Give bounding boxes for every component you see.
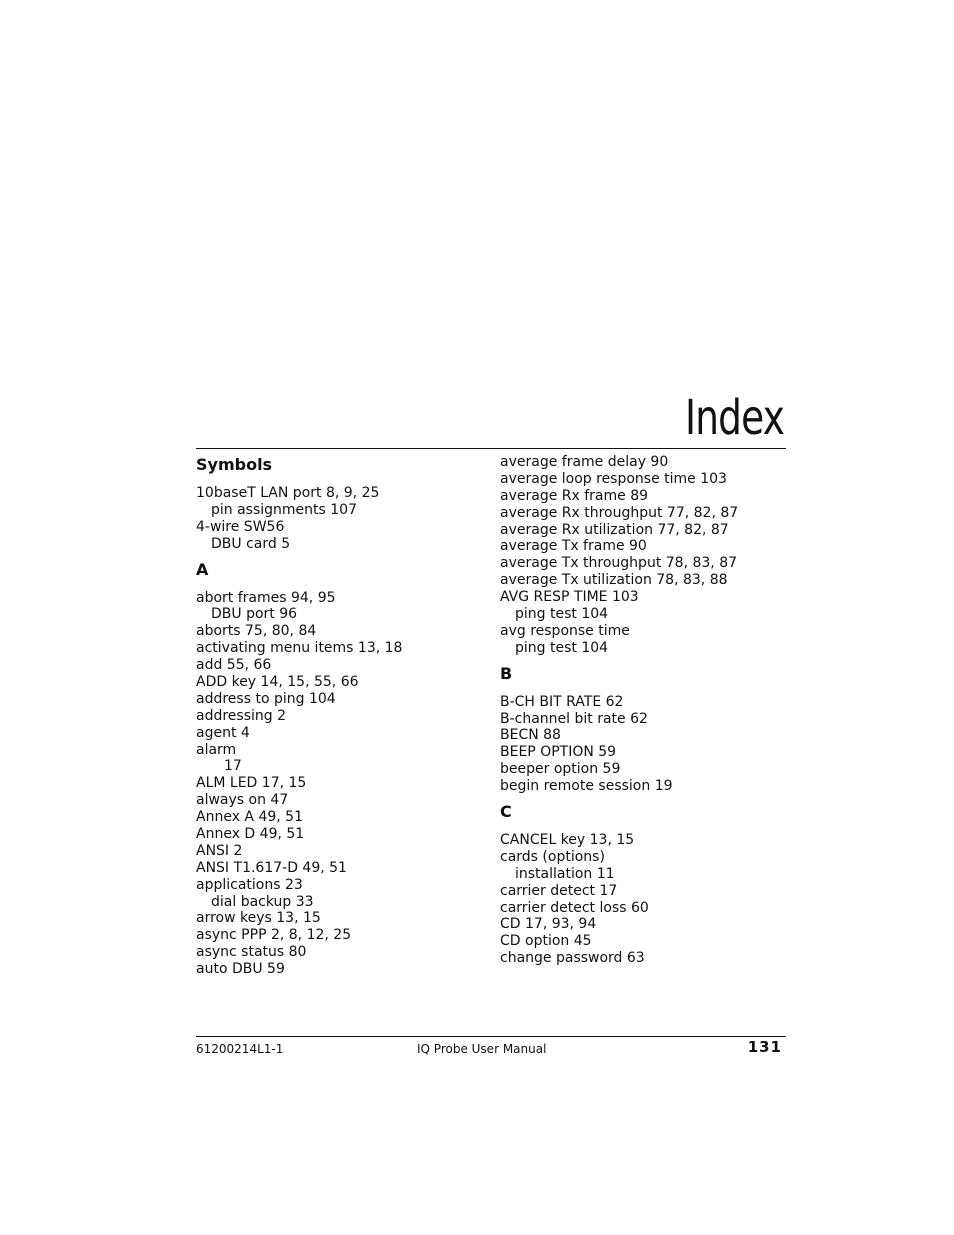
index-entry: cards (options) [500, 848, 605, 865]
index-entry: always on 47 [196, 792, 289, 809]
index-entry: ANSI T1.617-D 49, 51 [196, 859, 347, 876]
footer-doc-number: 61200214L1-1 [196, 1042, 284, 1056]
index-entry: abort frames 94, 95 [196, 589, 336, 606]
index-subentry: pin assignments 107 [211, 501, 357, 518]
index-entry: arrow keys 13, 15 [196, 910, 321, 927]
index-entry: average frame delay 90 [500, 454, 669, 470]
footer-manual-title: IQ Probe User Manual [417, 1042, 547, 1056]
index-entry: B-CH BIT RATE 62 [500, 693, 624, 710]
index-subentry: DBU card 5 [211, 535, 291, 552]
index-subentry: installation 11 [515, 865, 615, 882]
index-entry: aborts 75, 80, 84 [196, 623, 317, 640]
index-entry: addressing 2 [196, 707, 287, 724]
footer-rule [196, 1036, 786, 1037]
index-entry: average loop response time 103 [500, 470, 727, 487]
index-entry: alarm [196, 741, 237, 758]
section-heading: A [196, 559, 209, 579]
index-entry: 4-wire SW56 [196, 518, 285, 535]
index-entry: ALM LED 17, 15 [196, 775, 307, 792]
index-entry: 10baseT LAN port 8, 9, 25 [196, 485, 380, 501]
index-entry: BEEP OPTION 59 [500, 744, 617, 761]
index-entry: change password 63 [500, 950, 645, 967]
index-entry: agent 4 [196, 724, 250, 741]
index-entry: activating menu items 13, 18 [196, 640, 403, 657]
index-entry: ANSI 2 [196, 842, 243, 859]
index-subentry: ping test 104 [515, 639, 609, 656]
index-entry: async status 80 [196, 944, 307, 961]
section-heading: Symbols [196, 455, 273, 474]
index-entry: async PPP 2, 8, 12, 25 [196, 927, 352, 944]
index-entry: AVG RESP TIME 103 [500, 589, 639, 606]
index-entry: average Tx throughput 78, 83, 87 [500, 555, 738, 572]
index-entry: average Tx utilization 78, 83, 88 [500, 572, 728, 589]
index-entry: CD 17, 93, 94 [500, 916, 597, 933]
index-column-left [196, 454, 486, 978]
index-entry: BECN 88 [500, 727, 561, 744]
title-rule [196, 448, 786, 449]
index-entry: ADD key 14, 15, 55, 66 [196, 674, 359, 691]
index-entry: address to ping 104 [196, 690, 336, 707]
index-entry: CANCEL key 13, 15 [500, 832, 635, 849]
index-entry: Annex A 49, 51 [196, 809, 303, 826]
index-subentry: 17 [224, 758, 242, 775]
index-entry: add 55, 66 [196, 657, 272, 674]
index-subentry: dial backup 33 [211, 893, 314, 910]
index-column-right [500, 454, 790, 967]
index-subentry: ping test 104 [515, 606, 609, 623]
index-entry: carrier detect loss 60 [500, 899, 649, 916]
section-heading: B [500, 663, 513, 683]
index-subentry: DBU port 96 [211, 606, 298, 623]
index-entry: carrier detect 17 [500, 882, 618, 899]
index-entry: begin remote session 19 [500, 778, 673, 795]
index-entry: average Tx frame 90 [500, 538, 647, 555]
index-entry: B-channel bit rate 62 [500, 710, 648, 727]
index-entry: CD option 45 [500, 933, 592, 950]
index-entry: applications 23 [196, 876, 303, 893]
index-entry: auto DBU 59 [196, 961, 285, 978]
index-entry: average Rx frame 89 [500, 487, 649, 504]
page-title: Index [684, 390, 784, 446]
index-entry: avg response time [500, 622, 630, 639]
index-entry: Annex D 49, 51 [196, 826, 305, 843]
index-entry: average Rx utilization 77, 82, 87 [500, 521, 729, 538]
index-entry: average Rx throughput 77, 82, 87 [500, 504, 739, 521]
index-entry: beeper option 59 [500, 761, 621, 778]
section-heading: C [500, 802, 512, 822]
footer-page-number: 131 [747, 1038, 782, 1056]
